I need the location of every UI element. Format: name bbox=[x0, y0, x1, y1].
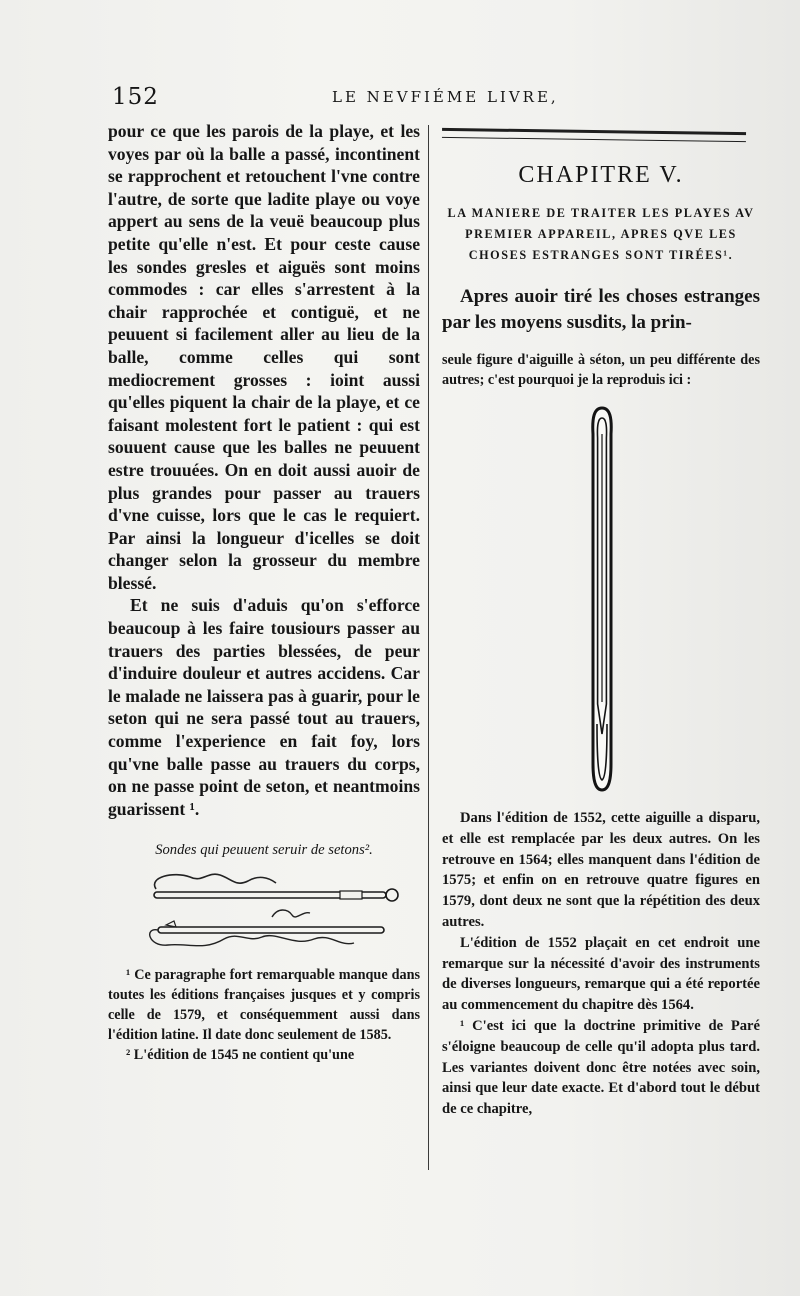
body-paragraph: pour ce que les parois de la playe, et les voyes par où la balle a passé, incontinent se rapprochent et retouchent l'vne contre l'autre, de sorte que ladite playe ou voye appert au sens de la veuë beaucoup plus petite qu'elle n'est. Et pour ceste cause les sondes gresles et aiguës sont moins commodes : car elles s'arrestent à la chair rapprochée et contiguë, et ne peuuent si facilement aller au lieu de la balle, comme celles qui sont mediocrement grosses : ioint aussi qu'elles piquent la chair de la playe, et ce faisant molestent fort le patient : qui est souuent cause que les balles ne peuuent estre trouuées. On en doit aussi auoir de plus grandes pour passer au trauers d'vne cuisse, lors que le cas le requiert. Par ainsi la longueur d'icelles se doit changer selon la grosseur du membre blessé. bbox=[108, 121, 420, 593]
right-column bbox=[442, 126, 760, 1120]
footnote: ² L'édition de 1545 ne contient qu'une bbox=[126, 1047, 355, 1064]
running-head: LE NEVFIÉME LIVRE, bbox=[332, 88, 559, 106]
chapter-title: CHAPITRE V. bbox=[518, 162, 684, 188]
page-header bbox=[112, 84, 752, 112]
footnote: ¹ Ce paragraphe fort remarquable manque dans toutes les éditions françaises jusques et y compris celle de 1579, et conséquemment aussi dans l'édition latine. Il date donc seulement de 1585. bbox=[108, 967, 420, 1044]
column-divider bbox=[428, 125, 429, 1170]
figure-caption: Sondes qui peuuent seruir de setons². bbox=[155, 842, 373, 859]
chapter-subtitle: LA MANIERE DE TRAITER LES PLAYES AV PREMIER APPAREIL, APRES QVE LES CHOSES ESTRANGES SONT TIRÉES¹. bbox=[447, 206, 755, 262]
right-notes bbox=[442, 808, 760, 1120]
footnote: ¹ C'est ici que la doctrine primitive de Paré s'éloigne beaucoup de celle qu'il adopta plus tard. Les variantes doivent donc être notées avec soin, ainsi que leur date exacte. Et d'abord tout le début de ce chapitre, bbox=[442, 1017, 760, 1118]
chapter-rule bbox=[442, 128, 746, 142]
page-number: 152 bbox=[112, 84, 159, 110]
chapter-opening-text: Apres auoir tiré les choses estranges par les moyens susdits, la prin- bbox=[442, 286, 760, 333]
annotation-note: Dans l'édition de 1552, cette aiguille a disparu, et elle est remplacée par les deux autres. On les retrouve en 1564; elles manquent dans l'édition de 1575; et enfin on en retrouve quatre figures en 1579, dont deux ne sont que la répétition des deux autres. bbox=[442, 810, 760, 930]
body-paragraph: Et ne suis d'aduis qu'on s'efforce beaucoup à les faire tousiours passer au trauers des parties blessées, de peur d'induire douleur et autres accidens. Car le malade ne laissera pas à guarir, pour le seton qui ne sera passé tout au trauers, comme l'experience en fait foy, lors qu'vne balle passe au trauers du corps, on ne passe point de seton, et neantmoins guarissent ¹. bbox=[108, 595, 420, 819]
seton-needle-illustration bbox=[582, 404, 622, 794]
sondes-illustration bbox=[144, 867, 404, 959]
figure-note: seule figure d'aiguille à séton, un peu différente des autres; c'est pourquoi je la reproduis ici : bbox=[442, 352, 760, 388]
annotation-note: L'édition de 1552 plaçait en cet endroit une remarque sur la nécessité d'avoir des instruments de diverses longueurs, remarque qui a été reportée au commencement du chapitre dès 1564. bbox=[442, 934, 760, 1014]
left-column bbox=[108, 120, 420, 1065]
